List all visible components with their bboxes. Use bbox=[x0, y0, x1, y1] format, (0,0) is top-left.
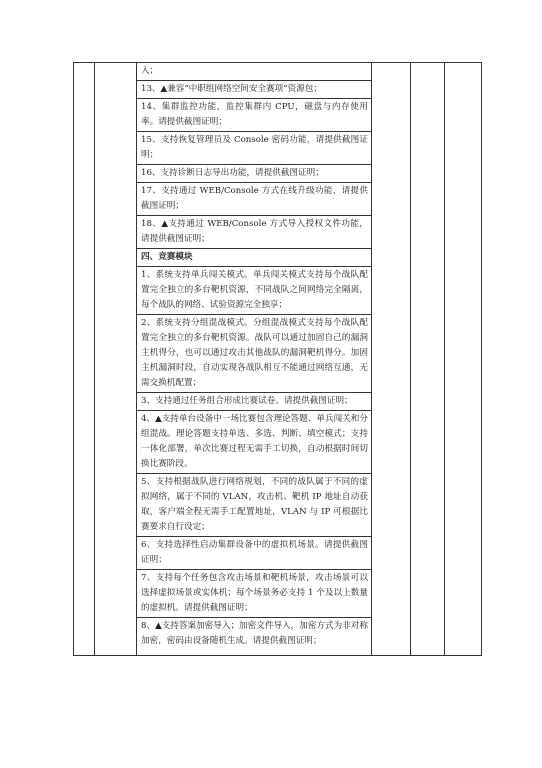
quantity-column-cell bbox=[372, 63, 411, 656]
spec-row-continuation: 入； bbox=[137, 63, 371, 81]
competition-row-4: 4、▲支持单台设备中一场比赛包含理论答题、单兵闯关和分组混战。理论答题支持单选、多选、判断、填空模式；支持一体化部署，单次比赛过程无需手工切换，自动根据时间切换比赛阶段。 bbox=[137, 411, 371, 474]
spec-row-15: 15、支持恢复管理员及 Console 密码功能，请提供截图证明； bbox=[137, 132, 371, 165]
competition-row-6: 6、支持选择性启动集群设备中的虚拟机场景。请提供截图证明； bbox=[137, 537, 371, 570]
spec-row-17: 17、支持通过 WEB/Console 方式在线升级功能，请提供截图证明； bbox=[137, 183, 371, 216]
requirements-table bbox=[73, 62, 482, 656]
competition-row-5: 5、支持根据战队进行网络规划，不同的战队属于不同的虚拟网络，属于不同的 VLAN，攻击机、靶机 IP 地址自动获取，客户端全程无需手工配置地址，VLAN 与 IP 可根据比赛要求自行设定； bbox=[137, 474, 371, 537]
competition-row-8: 8、▲支持答案加密导入；加密文件导入，加密方式为非对称加密，密码由设备随机生成。请提供截图证明； bbox=[141, 621, 368, 646]
competition-row-1: 1、系统支持单兵闯关模式。单兵闯关模式支持每个战队配置完全独立的多台靶机资源，不同战队之间网络完全隔离，每个战队的网络、试验资源完全独享； bbox=[137, 267, 371, 315]
spec-row-16: 16、支持诊断日志导出功能，请提供截图证明； bbox=[137, 165, 371, 183]
spec-row-13: 13、▲兼容“中职组网络空间安全赛项”资源包； bbox=[137, 81, 371, 99]
section-heading-competition-module: 四、竞赛模块 bbox=[137, 249, 371, 267]
competition-row-2: 2、系统支持分组混战模式。分组混战模式支持每个战队配置完全独立的多台靶机资源。战队可以通过加固自己的漏洞主机得分，也可以通过攻击其他战队的漏洞靶机得分。加固主机漏洞时段，自动实现各战队相互不能通过网络互通，无需交换机配置； bbox=[137, 315, 371, 393]
remark-column-cell bbox=[445, 63, 482, 656]
spec-column-cell bbox=[137, 63, 372, 656]
spec-row-14: 14、集群监控功能，监控集群内 CPU，磁盘与内存使用率。请提供截图证明； bbox=[137, 99, 371, 132]
unit-column-cell bbox=[411, 63, 445, 656]
spec-row-18: 18、▲支持通过 WEB/Console 方式导入授权文件功能，请提供截图证明； bbox=[137, 216, 371, 249]
competition-row-7: 7、支持每个任务包含攻击场景和靶机场景，攻击场景可以选择虚拟场景或实体机；每个场景务必支持 1 个及以上数量的虚拟机。请提供截图证明； bbox=[137, 570, 371, 618]
index-column-cell bbox=[74, 63, 95, 656]
competition-row-3: 3、支持通过任务组合形成比赛试卷。请提供截图证明； bbox=[137, 393, 371, 411]
item-name-column-cell bbox=[95, 63, 137, 656]
